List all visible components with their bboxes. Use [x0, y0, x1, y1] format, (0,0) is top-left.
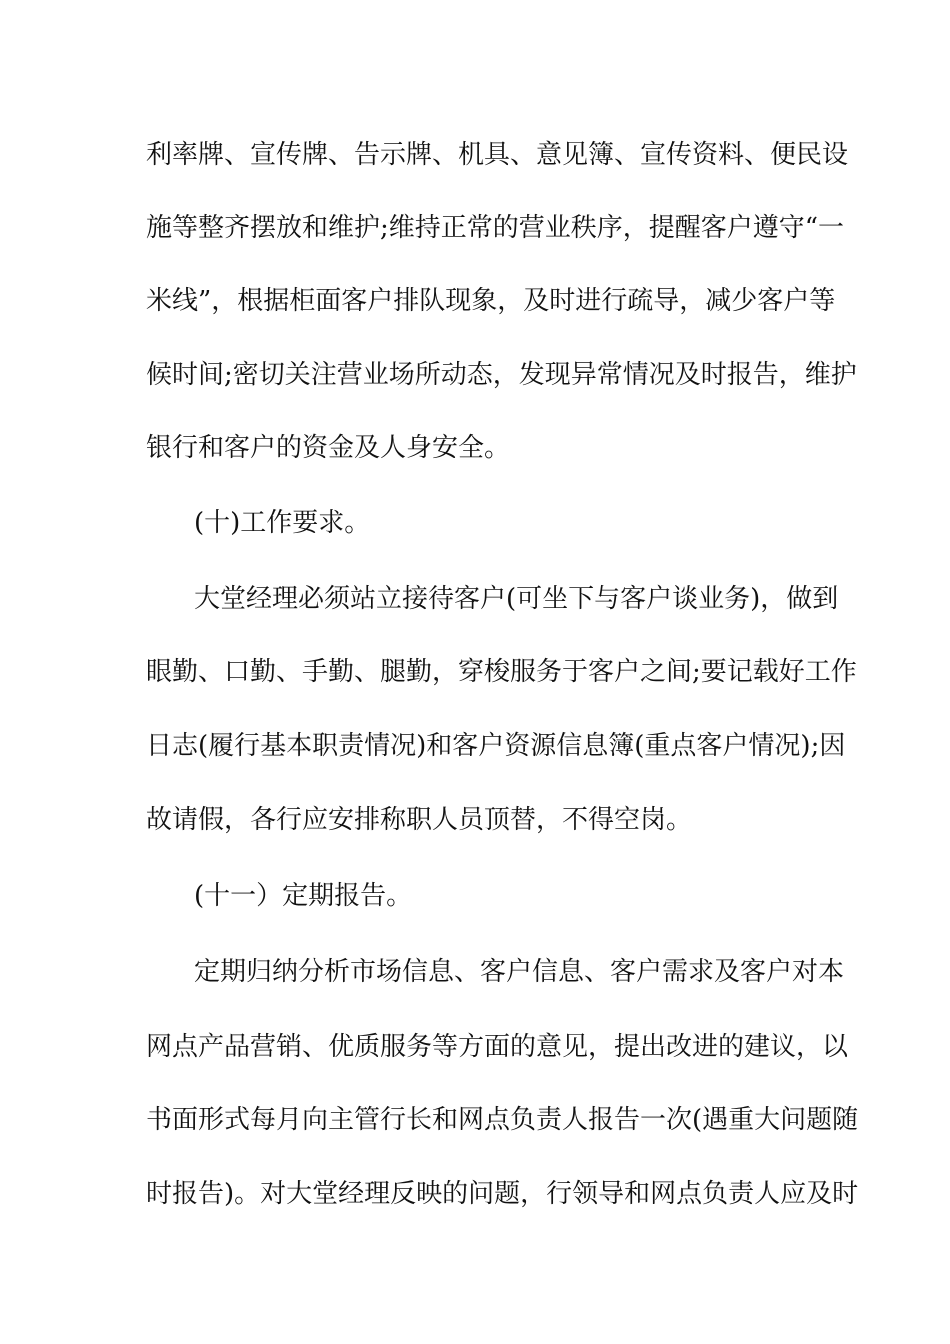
text-line: 施等整齐摆放和维护;维持正常的营业秩序，提醒客户遵守“一 — [146, 213, 845, 243]
text-line: 米线”，根据柜面客户排队现象，及时进行疏导，减少客户等 — [146, 286, 836, 316]
text-line: 定期归纳分析市场信息、客户信息、客户需求及客户对本 — [194, 957, 845, 987]
text-line: 时报告)。对大堂经理反映的问题，行领导和网点负责人应及时 — [146, 1179, 859, 1209]
text-line: 故请假，各行应安排称职人员顶替，不得空岗。 — [146, 805, 693, 835]
text-line: 利率牌、宣传牌、告示牌、机具、意见簿、宣传资料、便民设 — [146, 140, 849, 170]
text-line: 大堂经理必须站立接待客户(可坐下与客户谈业务)，做到 — [194, 584, 839, 614]
text-line: 候时间;密切关注营业场所动态，发现异常情况及时报告，维护 — [146, 360, 857, 390]
text-line: 网点产品营销、优质服务等方面的意见，提出改进的建议，以 — [146, 1032, 849, 1062]
text-line: 眼勤、口勤、手勤、腿勤，穿梭服务于客户之间;要记载好工作 — [146, 657, 857, 687]
section-heading: (十一）定期报告。 — [194, 881, 413, 911]
text-line: 银行和客户的资金及人身安全。 — [146, 433, 511, 463]
text-line: 日志(履行基本职责情况)和客户资源信息簿(重点客户情况);因 — [146, 731, 846, 761]
text-line: 书面形式每月向主管行长和网点负责人报告一次(遇重大问题随 — [146, 1105, 859, 1135]
section-heading: (十)工作要求。 — [194, 508, 371, 538]
